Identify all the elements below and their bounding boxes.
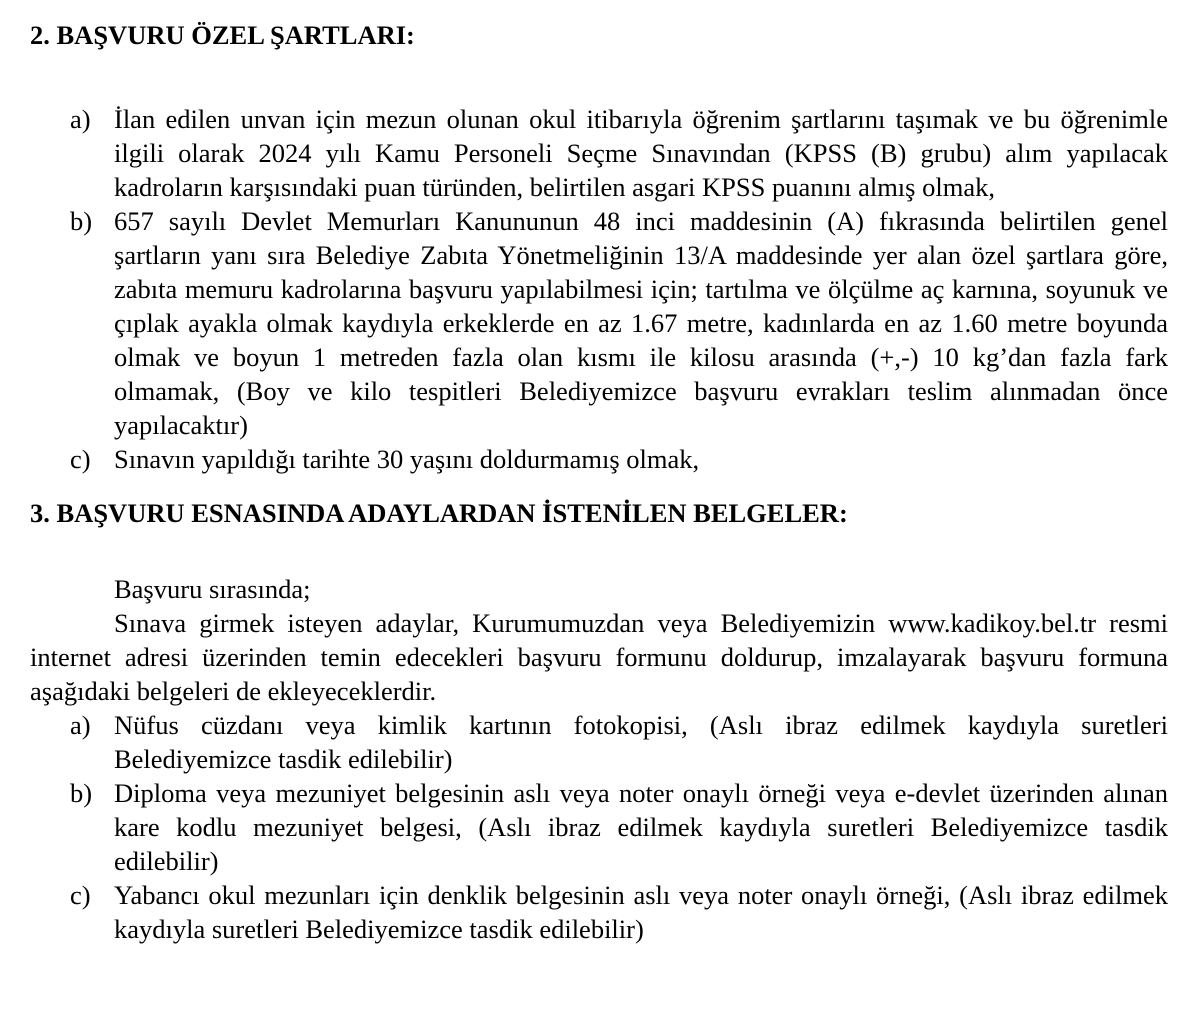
section-2-list: [30, 102, 1168, 476]
list-item-2a: [30, 102, 1168, 204]
body-paragraph: Sınava girmek isteyen adaylar, Kurumumuzdan veya Belediyemizin www.kadikoy.bel.tr resmi internet adresi üzerinden temin edecekleri başvuru formunu doldurup, imzalayarak başvuru formuna aşağıdaki belgeleri de ekleyeceklerdir.: [30, 608, 1168, 706]
list-item-text: Sınavın yapıldığı tarihte 30 yaşını doldurmamış olmak,: [114, 444, 700, 474]
list-marker: b): [70, 778, 93, 808]
section-3-heading: 3. BAŞVURU ESNASINDA ADAYLARDAN İSTENİLEN BELGELER:: [30, 498, 848, 528]
section-3-list: [30, 708, 1168, 946]
section-2-heading: 2. BAŞVURU ÖZEL ŞARTLARI:: [30, 20, 415, 50]
document-page: [30, 18, 1168, 946]
list-item-text: Diploma veya mezuniyet belgesinin aslı veya noter onaylı örneği veya e-devlet üzerinden alınan kare kodlu mezuniyet belgesi, (Aslı ibraz edilmek kaydıyla suretleri Belediyemizce tasdik edilebilir): [114, 778, 1168, 876]
list-item-text: 657 sayılı Devlet Memurları Kanununun 48 inci maddesinin (A) fıkrasında belirtilen genel şartların yanı sıra Belediye Zabıta Yönetmeliğinin 13/A maddesinde yer alan özel şartlara göre, zabıta memuru kadrolarına başvuru yapılabilmesi için; tartılma ve ölçülme aç karnına, soyunuk ve çıplak ayakla olmak kaydıyla erkeklerde en az 1.67 metre, kadınlarda en az 1.60 metre boyunda olmak ve boyun 1 metreden fazla olan kısmı ile kilosu arasında (+,-) 10 kg’dan fazla fark olmamak, (Boy ve kilo tespitleri Belediyemizce başvuru evrakları teslim alınmadan önce yapılacaktır): [114, 206, 1168, 440]
list-item-3a: [30, 708, 1168, 776]
list-item-text: Yabancı okul mezunları için denklik belgesinin aslı veya noter onaylı örneği, (Aslı ibraz edilmek kaydıyla suretleri Belediyemizce tasdik edilebilir): [114, 880, 1168, 944]
list-marker: a): [70, 104, 91, 134]
intro-line: Başvuru sırasında;: [114, 574, 311, 604]
list-item-2c: [30, 442, 1168, 476]
list-item-2b: [30, 204, 1168, 442]
list-item-text: Nüfus cüzdanı veya kimlik kartının fotokopisi, (Aslı ibraz edilmek kaydıyla suretleri Belediyemizce tasdik edilebilir): [114, 710, 1168, 774]
list-item-3b: [30, 776, 1168, 878]
list-marker: c): [70, 444, 91, 474]
list-marker: c): [70, 880, 91, 910]
list-marker: b): [70, 206, 93, 236]
list-marker: a): [70, 710, 91, 740]
list-item-3c: [30, 878, 1168, 946]
list-item-text: İlan edilen unvan için mezun olunan okul itibarıyla öğrenim şartlarını taşımak ve bu öğrenimle ilgili olarak 2024 yılı Kamu Personeli Seçme Sınavından (KPSS (B) grubu) alım yapılacak kadroların karşısındaki puan türünden, belirtilen asgari KPSS puanını almış olmak,: [114, 104, 1168, 202]
